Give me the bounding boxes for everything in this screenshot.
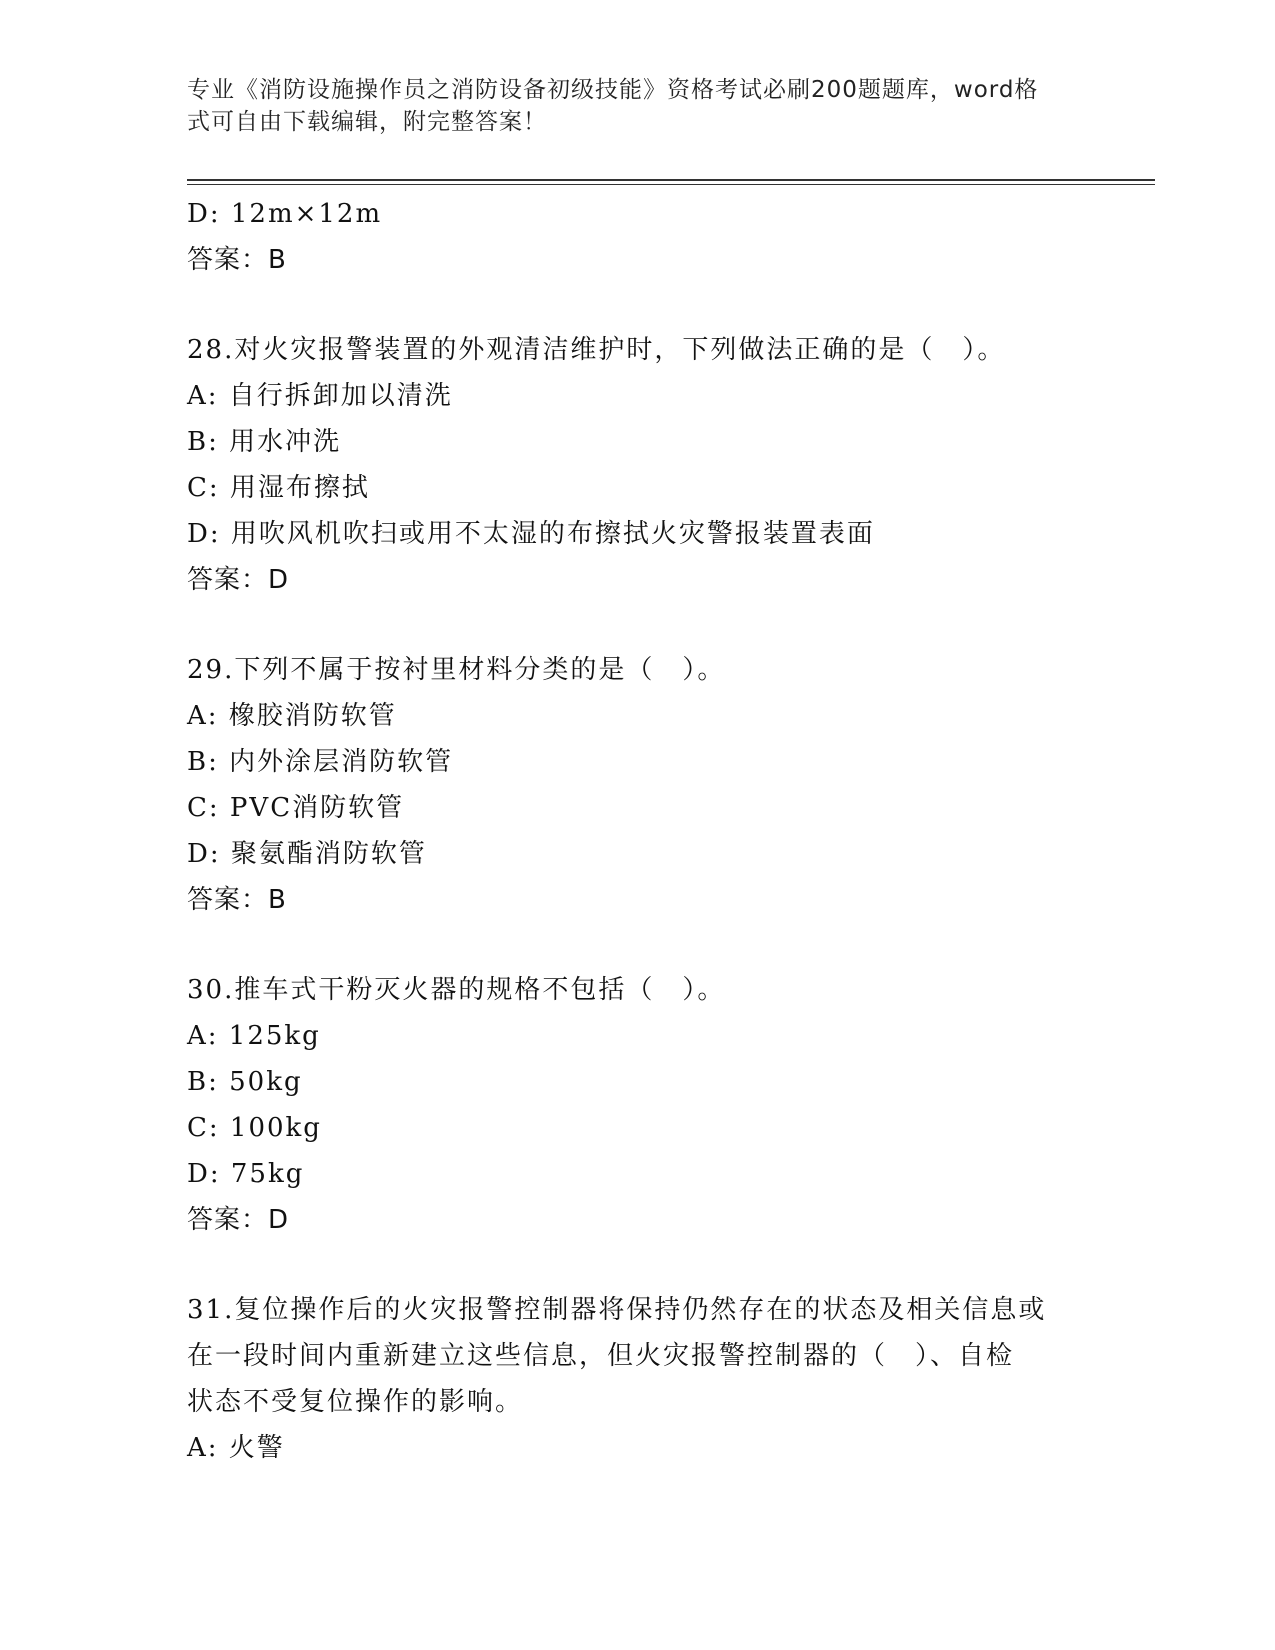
answer: 答案：B	[187, 885, 287, 915]
prev-answer: 答案：B	[187, 245, 287, 275]
prev-option-d: D: 12m×12m	[187, 199, 383, 229]
spacer	[187, 283, 1087, 327]
option-a: A: 125kg	[187, 1021, 321, 1051]
option-b: B: 内外涂层消防软管	[187, 747, 454, 777]
header-line-1: 专业《消防设施操作员之消防设备初级技能》资格考试必刷200题题库，word格	[187, 77, 1039, 103]
option-c: C: 用湿布擦拭	[187, 473, 370, 503]
option-a: A: 自行拆卸加以清洗	[187, 381, 453, 411]
option-a: A: 火警	[187, 1433, 285, 1463]
question-30	[187, 967, 1087, 1243]
question-28	[187, 327, 1087, 603]
option-c: C: 100kg	[187, 1113, 322, 1143]
option-d: D: 聚氨酯消防软管	[187, 839, 427, 869]
question-content	[187, 191, 1087, 1471]
header-line-2: 式可自由下载编辑，附完整答案！	[187, 109, 547, 135]
page-header	[187, 74, 1087, 138]
question-29	[187, 647, 1087, 923]
option-b: B: 用水冲洗	[187, 427, 342, 457]
question-31	[187, 1287, 1087, 1471]
option-a: A: 橡胶消防软管	[187, 701, 397, 731]
spacer	[187, 603, 1087, 647]
spacer	[187, 923, 1087, 967]
question-text: 30.推车式干粉灭火器的规格不包括（ ）。	[187, 975, 726, 1005]
answer: 答案：D	[187, 1205, 290, 1235]
question-text-line-1: 31.复位操作后的火灾报警控制器将保持仍然存在的状态及相关信息或	[187, 1295, 1047, 1325]
spacer	[187, 1243, 1087, 1287]
question-text: 28.对火灾报警装置的外观清洁维护时，下列做法正确的是（ ）。	[187, 335, 1006, 365]
question-text: 29.下列不属于按衬里材料分类的是（ ）。	[187, 655, 726, 685]
answer: 答案：D	[187, 565, 290, 595]
option-d: D: 用吹风机吹扫或用不太湿的布擦拭火灾警报装置表面	[187, 519, 875, 549]
option-c: C: PVC消防软管	[187, 793, 405, 823]
option-b: B: 50kg	[187, 1067, 303, 1097]
option-d: D: 75kg	[187, 1159, 305, 1189]
header-rule-thin	[187, 184, 1155, 185]
header-rule-thick	[187, 179, 1155, 181]
question-text-line-3: 状态不受复位操作的影响。	[187, 1387, 524, 1417]
question-text-line-2: 在一段时间内重新建立这些信息，但火灾报警控制器的（ ）、自检	[187, 1341, 1015, 1371]
